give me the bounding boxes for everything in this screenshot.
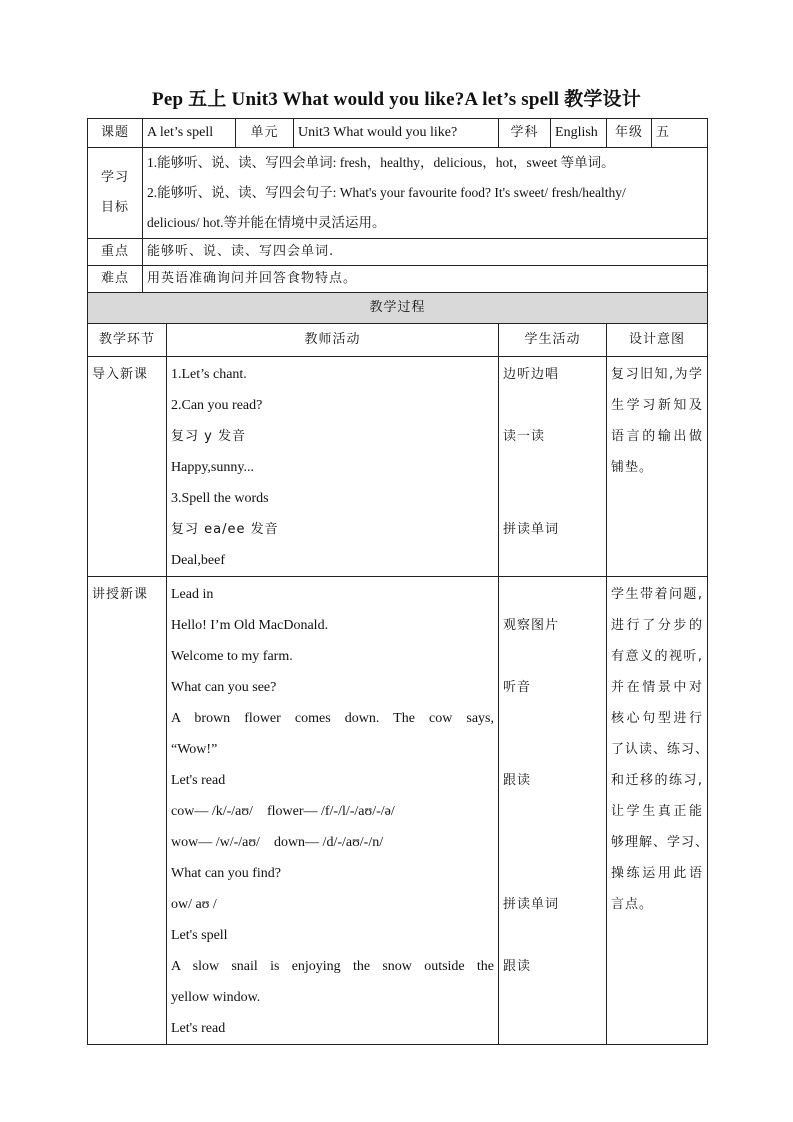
lesson-value: A let’s spell bbox=[143, 119, 236, 148]
new-lesson-row bbox=[88, 577, 708, 1045]
difficulty-value: 用英语准确询问并回答食物特点。 bbox=[143, 266, 708, 293]
col-stage: 教学环节 bbox=[88, 324, 167, 357]
subject-label: 学科 bbox=[499, 119, 551, 148]
goals-row bbox=[88, 148, 708, 239]
intro-row bbox=[88, 357, 708, 577]
difficulty-label: 难点 bbox=[88, 266, 143, 293]
grade-value: 五 bbox=[652, 119, 708, 148]
unit-value: Unit3 What would you like? bbox=[294, 119, 499, 148]
intro-design: 复习旧知,为学 生学习新知及 语言的输出做 铺垫。 bbox=[607, 357, 708, 577]
col-design: 设计意图 bbox=[607, 324, 708, 357]
goals-content bbox=[143, 148, 708, 239]
difficulty-row bbox=[88, 266, 708, 293]
document-title: Pep 五上 Unit3 What would you like?A let’s spell 教学设计 bbox=[152, 89, 641, 110]
new-teacher: Lead in Hello! I’m Old MacDonald. Welcome to my farm. What can you see? A brown flower comes down. The cow says, “Wow!” Let's read cow— /k/-/aʊ/ flower— /f/-/l/-/aʊ/-/ə/ wow— /w/-/aʊ/ down— /d/-/aʊ/-/n/ What can you find? ow/ aʊ / Let's spell A slow snail is enjoying the snow outside the yellow window. Let's read bbox=[167, 577, 499, 1045]
key-point-value: 能够听、说、读、写四会单词. bbox=[143, 239, 708, 266]
goal-line-3: delicious/ hot.等并能在情境中灵活运用。 bbox=[147, 215, 386, 230]
intro-stage: 导入新课 bbox=[88, 357, 167, 577]
col-student: 学生活动 bbox=[499, 324, 607, 357]
goals-label: 学习 目标 bbox=[88, 148, 143, 239]
process-header: 教学过程 bbox=[88, 293, 708, 324]
subject-value: English bbox=[551, 119, 607, 148]
lesson-plan-table bbox=[87, 118, 708, 1045]
key-point-label: 重点 bbox=[88, 239, 143, 266]
new-student: 观察图片 听音 跟读 拼读单词 跟读 bbox=[499, 577, 607, 1045]
intro-teacher: 1.Let’s chant. 2.Can you read? 复习 y 发音 Happy,sunny... 3.Spell the words 复习 ea/ee 发音 Deal,beef bbox=[167, 357, 499, 577]
key-point-row bbox=[88, 239, 708, 266]
goal-line-2: 2.能够听、说、读、写四会句子: What's your favourite food? It's sweet/ fresh/healthy/ bbox=[147, 185, 626, 200]
new-stage: 讲授新课 bbox=[88, 577, 167, 1045]
header-row bbox=[88, 119, 708, 148]
grade-label: 年级 bbox=[607, 119, 652, 148]
lesson-label: 课题 bbox=[88, 119, 143, 148]
column-header-row bbox=[88, 324, 708, 357]
process-header-row bbox=[88, 293, 708, 324]
goal-line-1: 1.能够听、说、读、写四会单词: fresh，healthy，delicious，hot，sweet 等单词。 bbox=[147, 155, 615, 170]
intro-student: 边听边唱 读一读 拼读单词 bbox=[499, 357, 607, 577]
new-design: 学生带着问题, 进行了分步的 有意义的视听, 并在情景中对 核心句型进行 了认读、练习、 和迁移的练习, 让学生真正能 够理解、学习、 操练运用此语 言点。 bbox=[607, 577, 708, 1045]
col-teacher: 教师活动 bbox=[167, 324, 499, 357]
unit-label: 单元 bbox=[236, 119, 294, 148]
